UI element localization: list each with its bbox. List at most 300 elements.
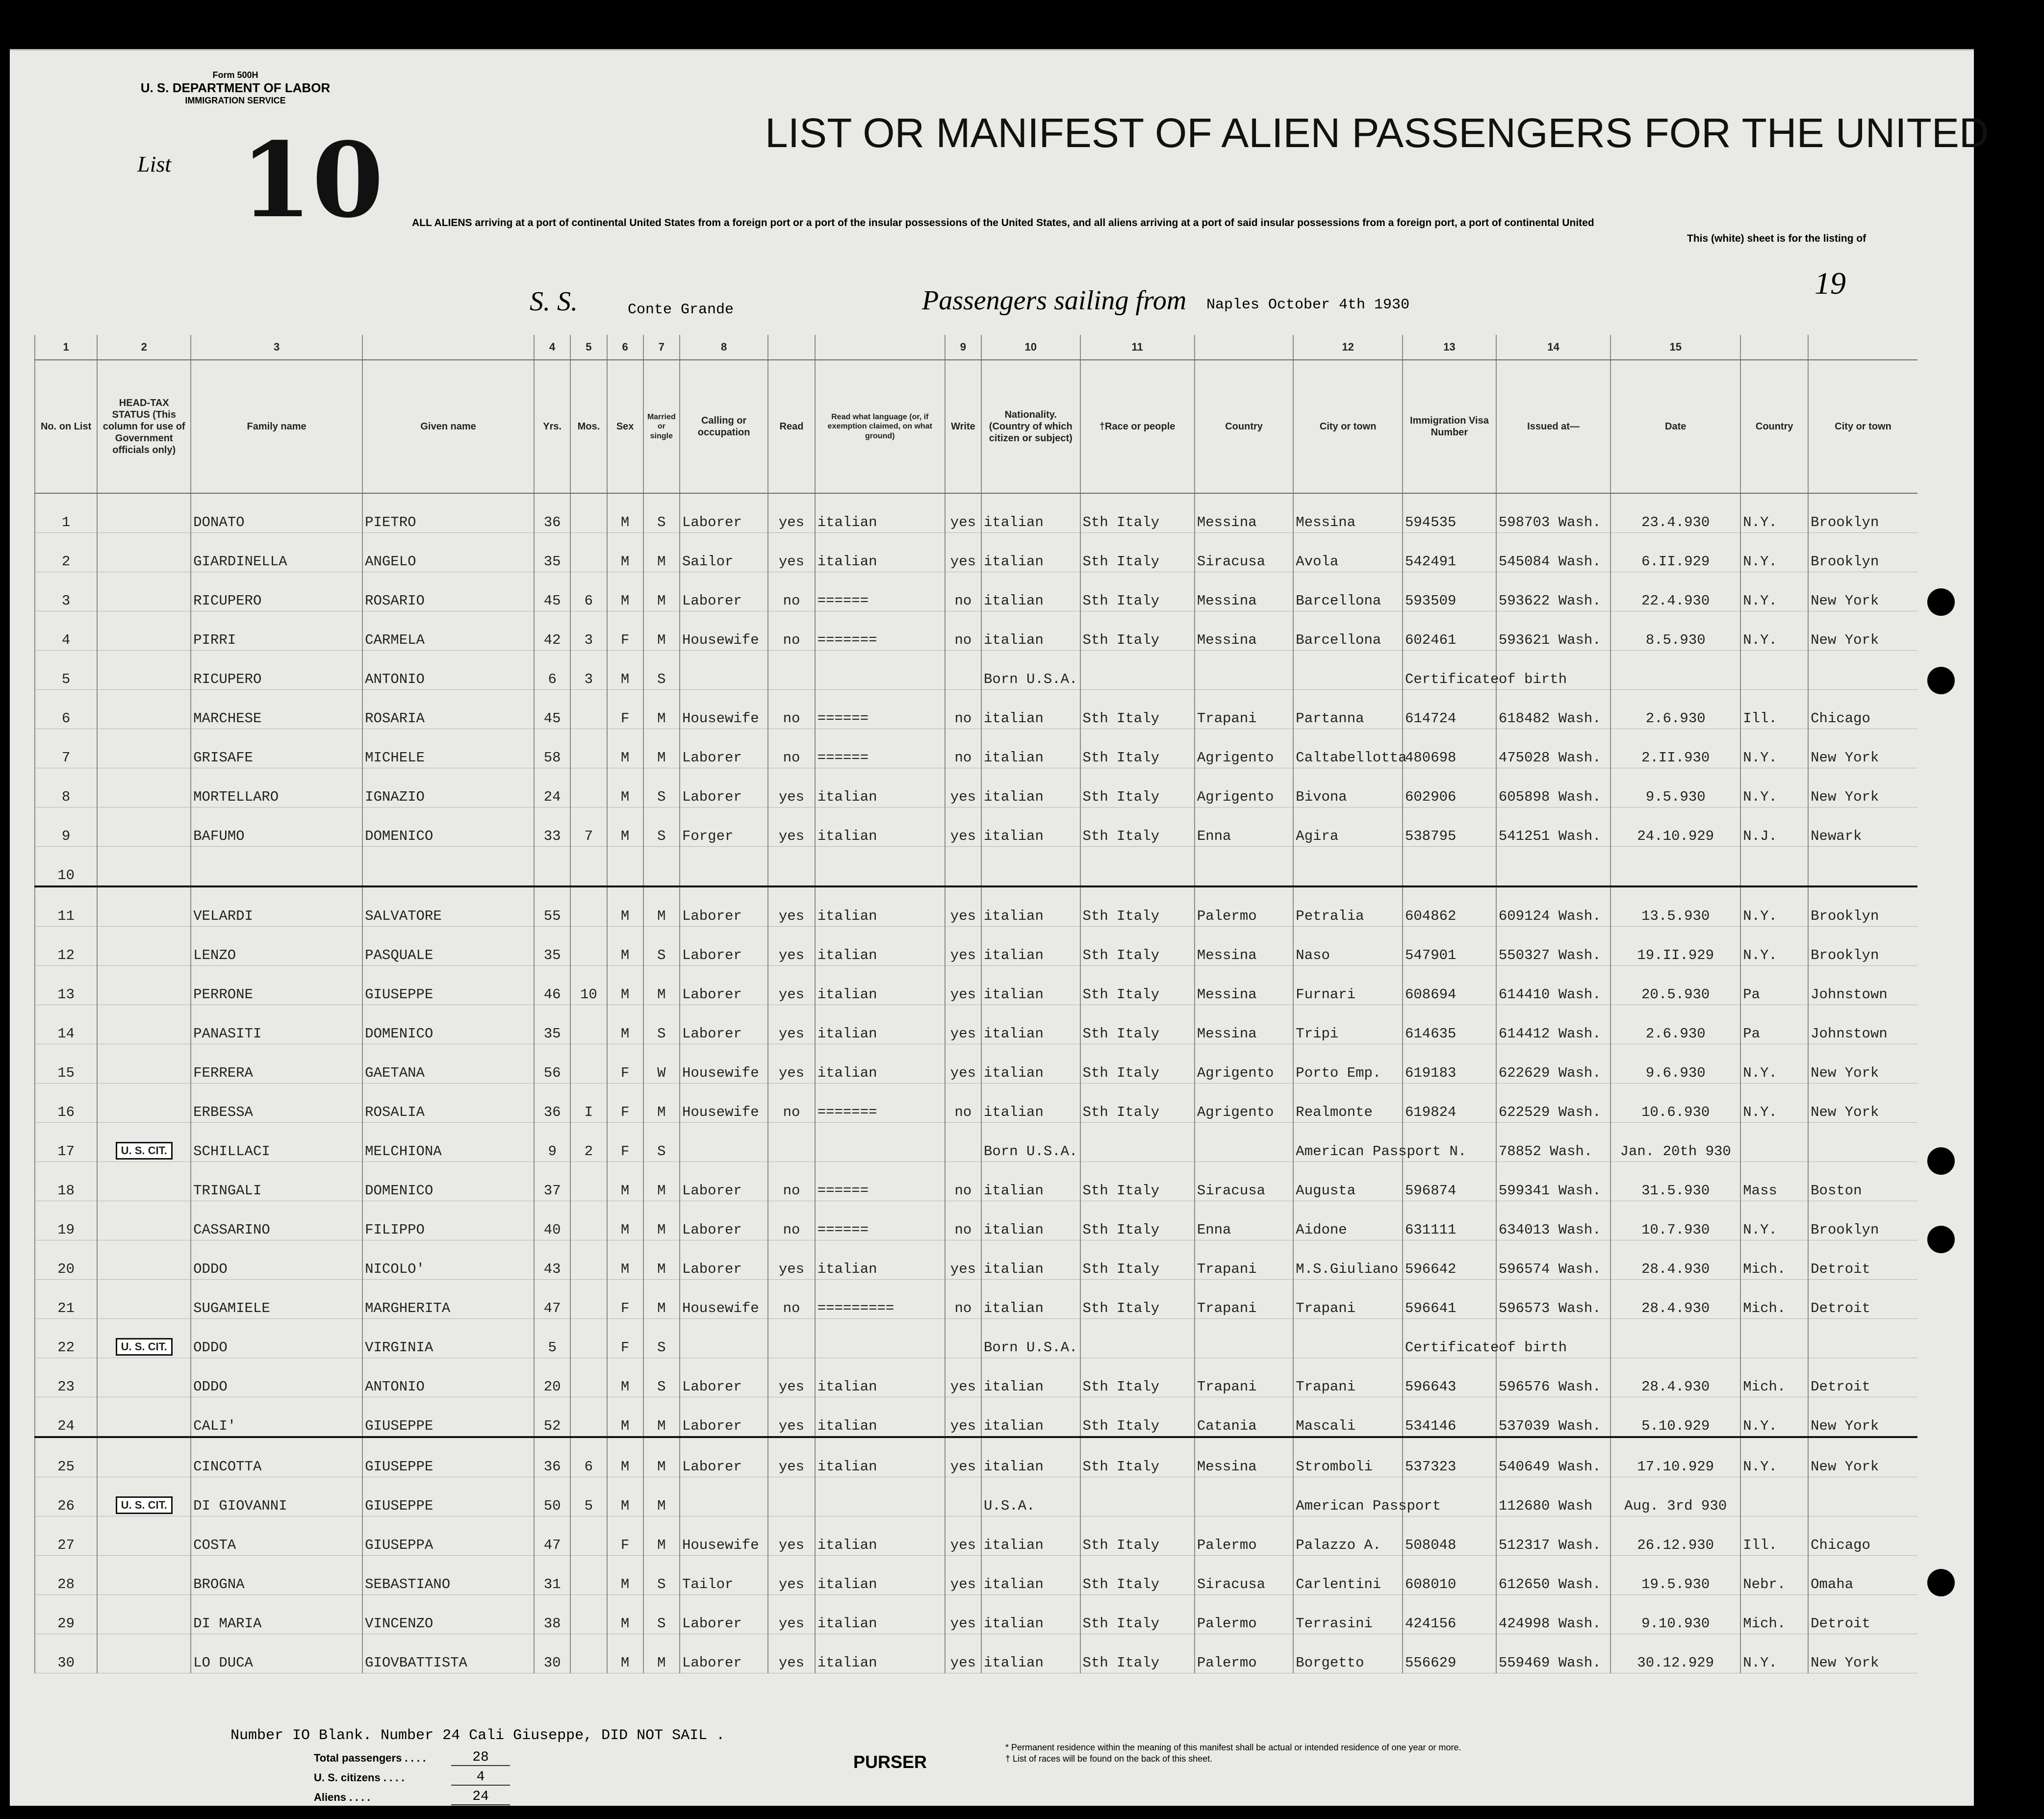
header-calling: Calling or occupation xyxy=(680,360,768,493)
aliens-value: 24 xyxy=(451,1789,510,1805)
issued-at: 634013 Wash. xyxy=(1496,1201,1610,1240)
residence-country: N.Y. xyxy=(1740,927,1808,966)
row-number: 29 xyxy=(35,1595,97,1634)
birth-city: Petralia xyxy=(1293,886,1403,927)
sex: M xyxy=(607,1201,643,1240)
sex: M xyxy=(607,1437,643,1477)
family-name: DONATO xyxy=(191,493,362,533)
head-tax-cell xyxy=(97,1319,191,1358)
age-months xyxy=(570,533,607,572)
column-number: 14 xyxy=(1496,335,1610,360)
residence-city: Detroit xyxy=(1808,1358,1917,1397)
birth-country: Palermo xyxy=(1195,886,1293,927)
can-write: yes xyxy=(945,927,981,966)
head-tax-cell xyxy=(97,690,191,729)
marital-status: M xyxy=(643,1397,680,1438)
birth-country: Trapani xyxy=(1195,1358,1293,1397)
occupation: Laborer xyxy=(680,1358,768,1397)
given-name: IGNAZIO xyxy=(362,768,534,808)
race: Sth Italy xyxy=(1080,1595,1195,1634)
visa-number: 556629 xyxy=(1403,1634,1496,1673)
row-number: 12 xyxy=(35,927,97,966)
can-read: yes xyxy=(768,966,815,1005)
can-write: yes xyxy=(945,1516,981,1556)
occupation: Laborer xyxy=(680,1162,768,1201)
sex: M xyxy=(607,966,643,1005)
race: Sth Italy xyxy=(1080,1240,1195,1280)
can-write: no xyxy=(945,1084,981,1123)
family-name: LENZO xyxy=(191,927,362,966)
language: italian xyxy=(815,1437,945,1477)
language: italian xyxy=(815,768,945,808)
table-row xyxy=(35,1358,1917,1397)
issued-at xyxy=(1496,847,1610,887)
residence-city: Newark xyxy=(1808,808,1917,847)
given-name: PIETRO xyxy=(362,493,534,533)
residence-country: N.Y. xyxy=(1740,611,1808,651)
head-tax-cell xyxy=(97,1516,191,1556)
sex: F xyxy=(607,1280,643,1319)
visa-number: 614635 xyxy=(1403,1005,1496,1044)
age-months xyxy=(570,493,607,533)
language: italian xyxy=(815,1240,945,1280)
occupation xyxy=(680,847,768,887)
birth-city: Aidone xyxy=(1293,1201,1403,1240)
head-tax-cell xyxy=(97,886,191,927)
birth-country: Messina xyxy=(1195,572,1293,611)
list-number: 10 xyxy=(240,120,384,241)
birth-country xyxy=(1195,651,1293,690)
residence-city: Johnstown xyxy=(1808,1005,1917,1044)
given-name: MICHELE xyxy=(362,729,534,768)
given-name: DOMENICO xyxy=(362,1162,534,1201)
age-months xyxy=(570,1044,607,1084)
race: Sth Italy xyxy=(1080,1634,1195,1673)
residence-country: N.J. xyxy=(1740,808,1808,847)
visa-number: 631111 xyxy=(1403,1201,1496,1240)
age-months: 2 xyxy=(570,1123,607,1162)
marital-status: S xyxy=(643,1556,680,1595)
visa-number: Certificate xyxy=(1403,1319,1496,1358)
row-number: 25 xyxy=(35,1437,97,1477)
language: italian xyxy=(815,1516,945,1556)
sex: M xyxy=(607,1240,643,1280)
row-number: 26 xyxy=(35,1477,97,1516)
birth-city: Messina xyxy=(1293,493,1403,533)
visa-number: 596641 xyxy=(1403,1280,1496,1319)
subtitle-2: This (white) sheet is for the listing of xyxy=(1687,233,1866,244)
head-tax-cell xyxy=(97,1084,191,1123)
race xyxy=(1080,1319,1195,1358)
can-read: no xyxy=(768,572,815,611)
residence-country: Pa xyxy=(1740,966,1808,1005)
can-read xyxy=(768,651,815,690)
residence-city: Chicago xyxy=(1808,690,1917,729)
age-months: 7 xyxy=(570,808,607,847)
head-tax-cell xyxy=(97,1634,191,1673)
age-months: 6 xyxy=(570,572,607,611)
language: italian xyxy=(815,966,945,1005)
sex: M xyxy=(607,927,643,966)
birth-country: Messina xyxy=(1195,493,1293,533)
given-name: NICOLO' xyxy=(362,1240,534,1280)
residence-country: Mich. xyxy=(1740,1358,1808,1397)
family-name: MARCHESE xyxy=(191,690,362,729)
can-write: yes xyxy=(945,768,981,808)
given-name: VIRGINIA xyxy=(362,1319,534,1358)
residence-country: N.Y. xyxy=(1740,1437,1808,1477)
marital-status: S xyxy=(643,1319,680,1358)
race: Sth Italy xyxy=(1080,808,1195,847)
age-years: 46 xyxy=(534,966,570,1005)
table-row xyxy=(35,729,1917,768)
visa-date: 30.12.929 xyxy=(1610,1634,1740,1673)
family-name: PERRONE xyxy=(191,966,362,1005)
residence-country: N.Y. xyxy=(1740,1397,1808,1438)
us-citizen-stamp: U. S. CIT. xyxy=(116,1142,173,1160)
header-birth-country: Country xyxy=(1195,360,1293,493)
family-name: DI GIOVANNI xyxy=(191,1477,362,1516)
birth-city: Tripi xyxy=(1293,1005,1403,1044)
row-number: 2 xyxy=(35,533,97,572)
row-number: 9 xyxy=(35,808,97,847)
age-months: 10 xyxy=(570,966,607,1005)
can-write: yes xyxy=(945,1358,981,1397)
head-tax-cell xyxy=(97,1280,191,1319)
visa-date: 19.II.929 xyxy=(1610,927,1740,966)
nationality: italian xyxy=(981,1084,1080,1123)
table-row xyxy=(35,1201,1917,1240)
visa-date: 23.4.930 xyxy=(1610,493,1740,533)
family-name: PANASITI xyxy=(191,1005,362,1044)
sex: M xyxy=(607,886,643,927)
birth-city: Trapani xyxy=(1293,1280,1403,1319)
birth-city: Barcellona xyxy=(1293,611,1403,651)
occupation: Laborer xyxy=(680,1201,768,1240)
marital-status: M xyxy=(643,1280,680,1319)
language: ========= xyxy=(815,1280,945,1319)
visa-number: 608010 xyxy=(1403,1556,1496,1595)
row-number: 27 xyxy=(35,1516,97,1556)
nationality: italian xyxy=(981,1634,1080,1673)
visa-date: 9.6.930 xyxy=(1610,1044,1740,1084)
family-name: RICUPERO xyxy=(191,651,362,690)
table-row xyxy=(35,651,1917,690)
header-read: Read xyxy=(768,360,815,493)
nationality: italian xyxy=(981,493,1080,533)
language: ====== xyxy=(815,1201,945,1240)
visa-number: 537323 xyxy=(1403,1437,1496,1477)
language: italian xyxy=(815,493,945,533)
race: Sth Italy xyxy=(1080,611,1195,651)
header-no-on-list: No. on List xyxy=(35,360,97,493)
given-name: GIUSEPPA xyxy=(362,1516,534,1556)
residence-city: Detroit xyxy=(1808,1595,1917,1634)
occupation xyxy=(680,651,768,690)
can-write: yes xyxy=(945,1397,981,1438)
age-months xyxy=(570,1397,607,1438)
header-age-yrs: Yrs. xyxy=(534,360,570,493)
age-months xyxy=(570,1240,607,1280)
given-name: ANGELO xyxy=(362,533,534,572)
can-read: no xyxy=(768,1201,815,1240)
birth-country: Trapani xyxy=(1195,690,1293,729)
residence-country: Nebr. xyxy=(1740,1556,1808,1595)
issued-at: 609124 Wash. xyxy=(1496,886,1610,927)
family-name: CINCOTTA xyxy=(191,1437,362,1477)
sex: F xyxy=(607,1044,643,1084)
visa-number: 596642 xyxy=(1403,1240,1496,1280)
port-date: Naples October 4th 1930 xyxy=(1206,297,1410,313)
age-months xyxy=(570,768,607,808)
occupation: Laborer xyxy=(680,1595,768,1634)
footnotes xyxy=(1005,1742,1461,1765)
table-row xyxy=(35,1634,1917,1673)
birth-country xyxy=(1195,847,1293,887)
marital-status: M xyxy=(643,690,680,729)
occupation: Tailor xyxy=(680,1556,768,1595)
table-row xyxy=(35,533,1917,572)
age-months xyxy=(570,886,607,927)
page-title: LIST OR MANIFEST OF ALIEN PASSENGERS FOR THE UNITED xyxy=(765,110,1989,156)
residence-city xyxy=(1808,847,1917,887)
age-years: 24 xyxy=(534,768,570,808)
head-tax-cell xyxy=(97,768,191,808)
birth-country: Messina xyxy=(1195,611,1293,651)
language xyxy=(815,1319,945,1358)
column-number: 6 xyxy=(607,335,643,360)
can-write: yes xyxy=(945,1005,981,1044)
column-number xyxy=(1740,335,1808,360)
age-months xyxy=(570,927,607,966)
header-visa: Immigration Visa Number xyxy=(1403,360,1496,493)
occupation: Housewife xyxy=(680,611,768,651)
head-tax-cell xyxy=(97,1477,191,1516)
birth-city: Naso xyxy=(1293,927,1403,966)
header-married: Married or single xyxy=(643,360,680,493)
can-read: yes xyxy=(768,1240,815,1280)
visa-number: 534146 xyxy=(1403,1397,1496,1438)
age-years: 6 xyxy=(534,651,570,690)
race xyxy=(1080,847,1195,887)
given-name: ROSARIO xyxy=(362,572,534,611)
residence-city: New York xyxy=(1808,572,1917,611)
birth-city: Partanna xyxy=(1293,690,1403,729)
family-name: ODDO xyxy=(191,1319,362,1358)
header-res-country: Country xyxy=(1740,360,1808,493)
visa-number: 547901 xyxy=(1403,927,1496,966)
can-read xyxy=(768,1319,815,1358)
language: ====== xyxy=(815,729,945,768)
column-number: 8 xyxy=(680,335,768,360)
age-years: 56 xyxy=(534,1044,570,1084)
visa-number: 604862 xyxy=(1403,886,1496,927)
table-row xyxy=(35,1084,1917,1123)
table-row xyxy=(35,1280,1917,1319)
table-row xyxy=(35,1162,1917,1201)
nationality xyxy=(981,847,1080,887)
table-row xyxy=(35,886,1917,927)
visa-number: 593509 xyxy=(1403,572,1496,611)
head-tax-cell xyxy=(97,1044,191,1084)
occupation: Laborer xyxy=(680,1634,768,1673)
sex: M xyxy=(607,1162,643,1201)
marital-status: W xyxy=(643,1044,680,1084)
nationality: Born U.S.A. xyxy=(981,651,1080,690)
can-write: yes xyxy=(945,966,981,1005)
residence-city: New York xyxy=(1808,1397,1917,1438)
sex: M xyxy=(607,651,643,690)
birth-country: Agrigento xyxy=(1195,729,1293,768)
table-row xyxy=(35,572,1917,611)
nationality: italian xyxy=(981,1556,1080,1595)
head-tax-cell xyxy=(97,572,191,611)
family-name: DI MARIA xyxy=(191,1595,362,1634)
age-years: 50 xyxy=(534,1477,570,1516)
issued-at: 622629 Wash. xyxy=(1496,1044,1610,1084)
family-name: TRINGALI xyxy=(191,1162,362,1201)
header-nationality: Nationality. (Country of which citizen or subject) xyxy=(981,360,1080,493)
residence-country: Pa xyxy=(1740,1005,1808,1044)
birth-city: American Passport N. xyxy=(1293,1123,1403,1162)
residence-city: New York xyxy=(1808,729,1917,768)
birth-country: Palermo xyxy=(1195,1634,1293,1673)
head-tax-cell xyxy=(97,808,191,847)
nationality: italian xyxy=(981,1516,1080,1556)
visa-date: 9.10.930 xyxy=(1610,1595,1740,1634)
age-years: 52 xyxy=(534,1397,570,1438)
nationality: Born U.S.A. xyxy=(981,1319,1080,1358)
birth-city: Caltabellotta xyxy=(1293,729,1403,768)
head-tax-cell xyxy=(97,611,191,651)
visa-number: 542491 xyxy=(1403,533,1496,572)
head-tax-cell xyxy=(97,1397,191,1438)
language: italian xyxy=(815,1358,945,1397)
occupation: Laborer xyxy=(680,1437,768,1477)
row-number: 1 xyxy=(35,493,97,533)
age-months xyxy=(570,1634,607,1673)
sex: M xyxy=(607,1358,643,1397)
age-years: 35 xyxy=(534,927,570,966)
column-number: 11 xyxy=(1080,335,1195,360)
row-number: 6 xyxy=(35,690,97,729)
nationality: italian xyxy=(981,886,1080,927)
nationality: italian xyxy=(981,966,1080,1005)
issued-at: 618482 Wash. xyxy=(1496,690,1610,729)
can-read: yes xyxy=(768,1634,815,1673)
marital-status: S xyxy=(643,1358,680,1397)
age-years: 47 xyxy=(534,1280,570,1319)
visa-date: 17.10.929 xyxy=(1610,1437,1740,1477)
visa-number: 614724 xyxy=(1403,690,1496,729)
column-number: 13 xyxy=(1403,335,1496,360)
birth-city xyxy=(1293,651,1403,690)
birth-country: Trapani xyxy=(1195,1280,1293,1319)
marital-status: S xyxy=(643,493,680,533)
nationality: italian xyxy=(981,690,1080,729)
visa-number: 608694 xyxy=(1403,966,1496,1005)
nationality: U.S.A. xyxy=(981,1477,1080,1516)
header-family-name: Family name xyxy=(191,360,362,493)
birth-country: Agrigento xyxy=(1195,1084,1293,1123)
issued-at: 512317 Wash. xyxy=(1496,1516,1610,1556)
visa-date: 2.II.930 xyxy=(1610,729,1740,768)
occupation: Housewife xyxy=(680,1280,768,1319)
nationality: italian xyxy=(981,768,1080,808)
column-number xyxy=(1808,335,1917,360)
nationality: Born U.S.A. xyxy=(981,1123,1080,1162)
birth-city: Stromboli xyxy=(1293,1437,1403,1477)
nationality: italian xyxy=(981,1437,1080,1477)
given-name: GIOVBATTISTA xyxy=(362,1634,534,1673)
nationality: italian xyxy=(981,572,1080,611)
issued-at: 541251 Wash. xyxy=(1496,808,1610,847)
residence-city: Detroit xyxy=(1808,1280,1917,1319)
given-name: ANTONIO xyxy=(362,1358,534,1397)
residence-country: Mich. xyxy=(1740,1280,1808,1319)
issued-at: 599341 Wash. xyxy=(1496,1162,1610,1201)
race: Sth Italy xyxy=(1080,768,1195,808)
marital-status: S xyxy=(643,927,680,966)
age-months xyxy=(570,1005,607,1044)
occupation: Housewife xyxy=(680,1044,768,1084)
birth-city: Furnari xyxy=(1293,966,1403,1005)
row-number: 13 xyxy=(35,966,97,1005)
residence-city: Brooklyn xyxy=(1808,927,1917,966)
head-tax-cell xyxy=(97,1240,191,1280)
race: Sth Italy xyxy=(1080,493,1195,533)
column-number xyxy=(815,335,945,360)
visa-date xyxy=(1610,651,1740,690)
column-number: 3 xyxy=(191,335,362,360)
column-number: 2 xyxy=(97,335,191,360)
age-years: 38 xyxy=(534,1595,570,1634)
head-tax-cell xyxy=(97,729,191,768)
table-row xyxy=(35,1240,1917,1280)
form-header xyxy=(108,70,363,106)
row-number: 5 xyxy=(35,651,97,690)
given-name: CARMELA xyxy=(362,611,534,651)
head-tax-cell xyxy=(97,1437,191,1477)
can-read: no xyxy=(768,690,815,729)
aliens-label: Aliens . . . . xyxy=(314,1791,370,1803)
family-name: VELARDI xyxy=(191,886,362,927)
issued-at: 475028 Wash. xyxy=(1496,729,1610,768)
column-number: 15 xyxy=(1610,335,1740,360)
footnote-races: † List of races will be found on the back of this sheet. xyxy=(1005,1754,1213,1764)
can-read: yes xyxy=(768,808,815,847)
visa-number: 508048 xyxy=(1403,1516,1496,1556)
residence-city: Brooklyn xyxy=(1808,493,1917,533)
issued-at: 112680 Wash xyxy=(1496,1477,1610,1516)
can-read: yes xyxy=(768,493,815,533)
marital-status: M xyxy=(643,1477,680,1516)
race xyxy=(1080,1477,1195,1516)
table-row xyxy=(35,1123,1917,1162)
sex: M xyxy=(607,729,643,768)
birth-city: Borgetto xyxy=(1293,1634,1403,1673)
sex: F xyxy=(607,1123,643,1162)
row-number: 3 xyxy=(35,572,97,611)
column-number: 5 xyxy=(570,335,607,360)
age-months: 5 xyxy=(570,1477,607,1516)
marital-status: S xyxy=(643,651,680,690)
nationality: italian xyxy=(981,1201,1080,1240)
can-read: yes xyxy=(768,1044,815,1084)
issued-at: 537039 Wash. xyxy=(1496,1397,1610,1438)
age-months xyxy=(570,847,607,887)
form-number: Form 500H xyxy=(212,70,258,80)
